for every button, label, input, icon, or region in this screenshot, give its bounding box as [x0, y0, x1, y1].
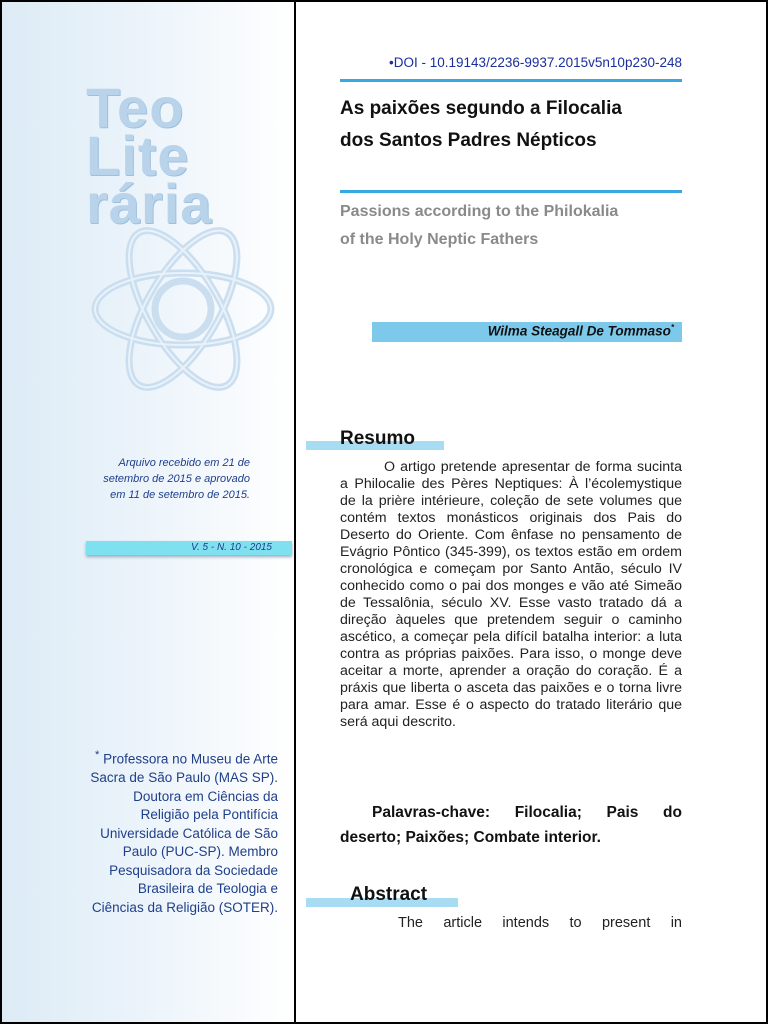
- teoliteraria-logo: [86, 76, 280, 424]
- author-marker: *: [670, 323, 674, 332]
- title-en-line-1: Passions according to the Philokalia: [340, 203, 619, 220]
- logo-word-3: rária: [86, 172, 213, 235]
- author-affiliation-note: [84, 746, 278, 917]
- title-en-line-2: of the Holy Neptic Fathers: [340, 231, 539, 248]
- keywords-label: Palavras-chave:: [372, 804, 491, 821]
- received-note: Arquivo recebido em 21 de setembro de 2015 e aprovado em 11 de setembro de 2015.: [103, 457, 250, 501]
- article-title-pt: [340, 93, 680, 157]
- column-divider: [294, 0, 296, 1024]
- author-note-text: Professora no Museu de Arte Sacra de São Paulo (MAS SP). Doutora em Ciências da Religião pela Pontifícia Universidade Católica de São Paulo (PUC-SP). Membro Pesquisadora da Sociedade Brasileira de Teologia e Ciências da Religião (SOTER).: [90, 751, 278, 915]
- article-title-en: [340, 198, 680, 254]
- resumo-heading: Resumo: [340, 428, 415, 449]
- keywords-list: Filocalia; Pais do deserto; Paixões; Combate interior.: [340, 804, 682, 846]
- title-rule-top: [340, 79, 682, 82]
- title-pt-line-2: dos Santos Padres Népticos: [340, 130, 597, 151]
- volume-bar: [86, 541, 292, 555]
- doi-link[interactable]: •DOI - 10.19143/2236-9937.2015v5n10p230-248: [389, 55, 682, 70]
- logo-word-1: Teo: [86, 76, 185, 139]
- logo-word-2: Lite: [86, 124, 190, 187]
- title-pt-line-1: As paixões segundo a Filocalia: [340, 98, 622, 119]
- author-note-marker: *: [94, 749, 100, 761]
- author-name-text: Wilma Steagall De Tommaso: [487, 323, 671, 339]
- title-rule-bottom: [340, 190, 682, 193]
- abstract-body: The article intends to present in: [398, 915, 682, 931]
- keywords: [340, 800, 682, 850]
- knot-emblem-icon: [86, 209, 280, 409]
- resumo-body: [340, 459, 682, 731]
- abstract-heading: Abstract: [350, 884, 428, 905]
- resumo-paragraph: O artigo pretende apresentar de forma sucinta a Philocalie des Pères Neptiques: À l’écolemystique de la prière intérieure, coleção de sete volumes que contém textos monásticos originais dos Pais do Deserto do Oriente. Com ênfase no pensamento de Evágrio Pôntico (345-399), os textos estão em ordem cronológica e começam por Santo Antão, século IV conhecido como o pai dos monges e vão até Simeão de Tessalônia, século XV. Esse vasto tratado dá a direção àqueles que pretendem seguir o caminho ascético, a começar pela difícil batalha interior: a luta contra as próprias paixões. Para isso, o monge deve aceitar a morte, aprender a oração do coração. É a práxis que liberta o asceta das paixões e o torna livre para amar. Esse é o aspecto do tratado literário que será aqui descrito.: [340, 459, 682, 730]
- volume-label: V. 5 - N. 10 - 2015: [191, 542, 272, 553]
- author-name: [488, 323, 674, 339]
- author-bar: [372, 322, 682, 342]
